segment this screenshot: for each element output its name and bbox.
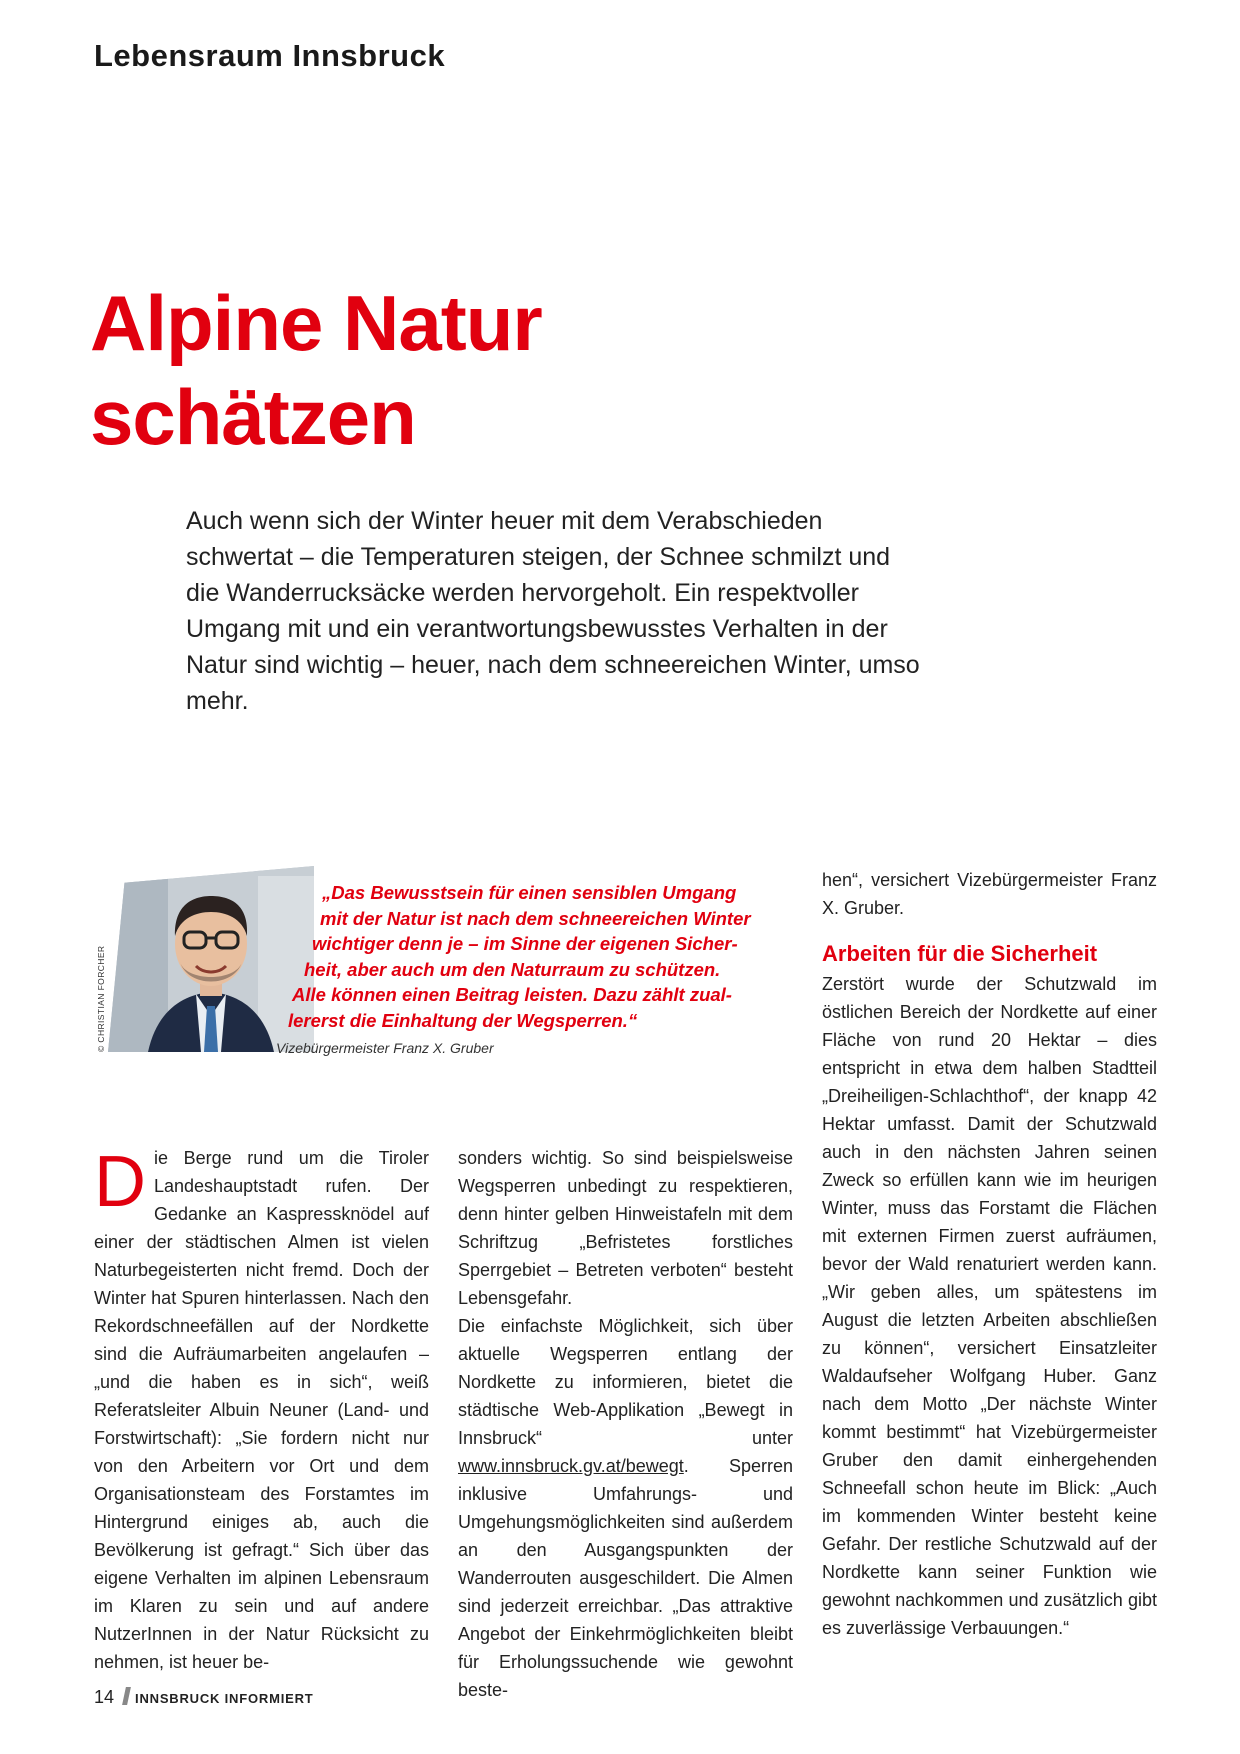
body-paragraph: [94, 1144, 429, 1676]
publication-name: INNSBRUCK INFORMIERT: [135, 1691, 314, 1706]
body-text: . Sperren inklusive Umfahrungs- und Umgehungsmöglichkeiten sind außerdem an den Ausgangspunkten der Wanderrouten ausgeschildert. Die Almen sind jederzeit erreichbar. „Das attraktive Angebot der Einkehrmöglichkeiten bleibt für Erholungssuchende wie gewohnt beste-: [458, 1456, 793, 1700]
body-column-3: [822, 866, 1157, 1642]
page-title: [90, 276, 542, 464]
body-text: Die einfachste Möglichkeit, sich über aktuelle Wegsperren entlang der Nordkette zu informieren, bietet die städtische Web-Applikation „Bewegt in Innsbruck“ unter: [458, 1316, 793, 1448]
quote-line: „Das Bewusstsein für einen sensiblen Umgang: [322, 882, 737, 903]
quote-author: Vizebürgermeister Franz X. Gruber: [276, 1040, 494, 1056]
quote-line: Alle können einen Beitrag leisten. Dazu zählt zual-: [292, 984, 732, 1005]
quote-line: wichtiger denn je – im Sinne der eigenen Sicher-: [312, 933, 738, 954]
quote-line: heit, aber auch um den Naturraum zu schützen.: [304, 958, 721, 980]
footer-divider: [122, 1687, 131, 1705]
title-line-1: Alpine Natur: [90, 279, 542, 367]
bewegt-link[interactable]: www.innsbruck.gv.at/bewegt: [458, 1456, 684, 1476]
body-paragraph: Zerstört wurde der Schutzwald im östlichen Bereich der Nordkette auf einer Fläche von rund 20 Hektar – dies entspricht in etwa dem halben Stadtteil „Dreiheiligen-Schlachthof“, der knapp 42 Hektar umfasst. Damit der Schutzwald auch in den nächsten Jahren seinen Zweck so erfüllen kann wie im heurigen Winter, muss das Forstamt die Flächen mit externen Firmen zuerst aufräumen, bevor der Wald renaturiert werden kann. „Wir geben alles, um spätestens im August die letzten Arbeiten abschließen zu können“, versichert Einsatzleiter Waldaufseher Wolfgang Huber. Ganz nach dem Motto „Der nächste Winter kommt bestimmt“ hat Vizebürgermeister Gruber den damit einhergehenden Schneefall schon heute im Blick: „Auch im kommenden Winter besteht keine Gefahr. Der restliche Schutzwald auf der Nordkette kann seiner Funktion wie gewohnt nachkommen und zusätzlich gibt es zuverlässige Verbauungen.“: [822, 974, 1157, 1638]
quote-line: lererst die Einhaltung der Wegsperren.“: [288, 1009, 638, 1031]
body-text: ie Berge rund um die Tiroler Landeshauptstadt rufen. Der Gedanke an Kaspressknödel auf einer der städtischen Almen ist vielen Naturbegeisterten nicht fremd. Doch der Winter hat Spuren hinterlassen. Nach den Rekordschneefällen auf der Nordkette sind die Aufräumarbeiten angelaufen – „und die haben es in sich“, weiß Referatsleiter Albuin Neuner (Land- und Forstwirtschaft): „Sie fordern nicht nur von den Arbeitern vor Ort und dem Organisationsteam des Forstamtes im Hintergrund einiges ab, auch die Bevölkerung ist gefragt.“ Sich über das eigene Verhalten im alpinen Lebensraum im Klaren zu sein und auf andere NutzerInnen in der Natur Rücksicht zu nehmen, ist heuer be-: [94, 1148, 429, 1672]
subheading: Arbeiten für die Sicherheit: [822, 941, 1098, 966]
body-paragraph: sonders wichtig. So sind beispielsweise Wegsperren unbedingt zu respektieren, denn hinter gelben Hinweistafeln mit dem Schriftzug „Befristetes forstliches Sperrgebiet – Betreten verboten“ besteht Lebensgefahr.: [458, 1148, 793, 1308]
page-footer: [94, 1687, 314, 1708]
title-line-2: schätzen: [90, 373, 416, 461]
section-label: Lebensraum Innsbruck: [94, 38, 446, 73]
pull-quote: [282, 880, 752, 1033]
lead-paragraph: Auch wenn sich der Winter heuer mit dem Verabschieden schwertat – die Temperaturen steigen, der Schnee schmilzt und die Wanderrucksäcke werden hervorgeholt. Ein respektvoller Umgang mit und ein verantwortungsbewusstes Verhalten in der Natur sind wichtig – heuer, nach dem schneereichen Winter, umso mehr.: [186, 507, 920, 715]
page-number: 14: [94, 1687, 115, 1707]
body-column-1: [94, 1144, 429, 1676]
body-paragraph: [458, 1312, 793, 1704]
quote-line: mit der Natur ist nach dem schneereichen Winter: [320, 907, 751, 929]
photo-credit: © CHRISTIAN FORCHER: [96, 945, 106, 1052]
drop-cap: D: [94, 1142, 146, 1222]
body-paragraph: hen“, versichert Vizebürgermeister Franz X. Gruber.: [822, 870, 1157, 918]
body-column-2: [458, 1144, 793, 1704]
